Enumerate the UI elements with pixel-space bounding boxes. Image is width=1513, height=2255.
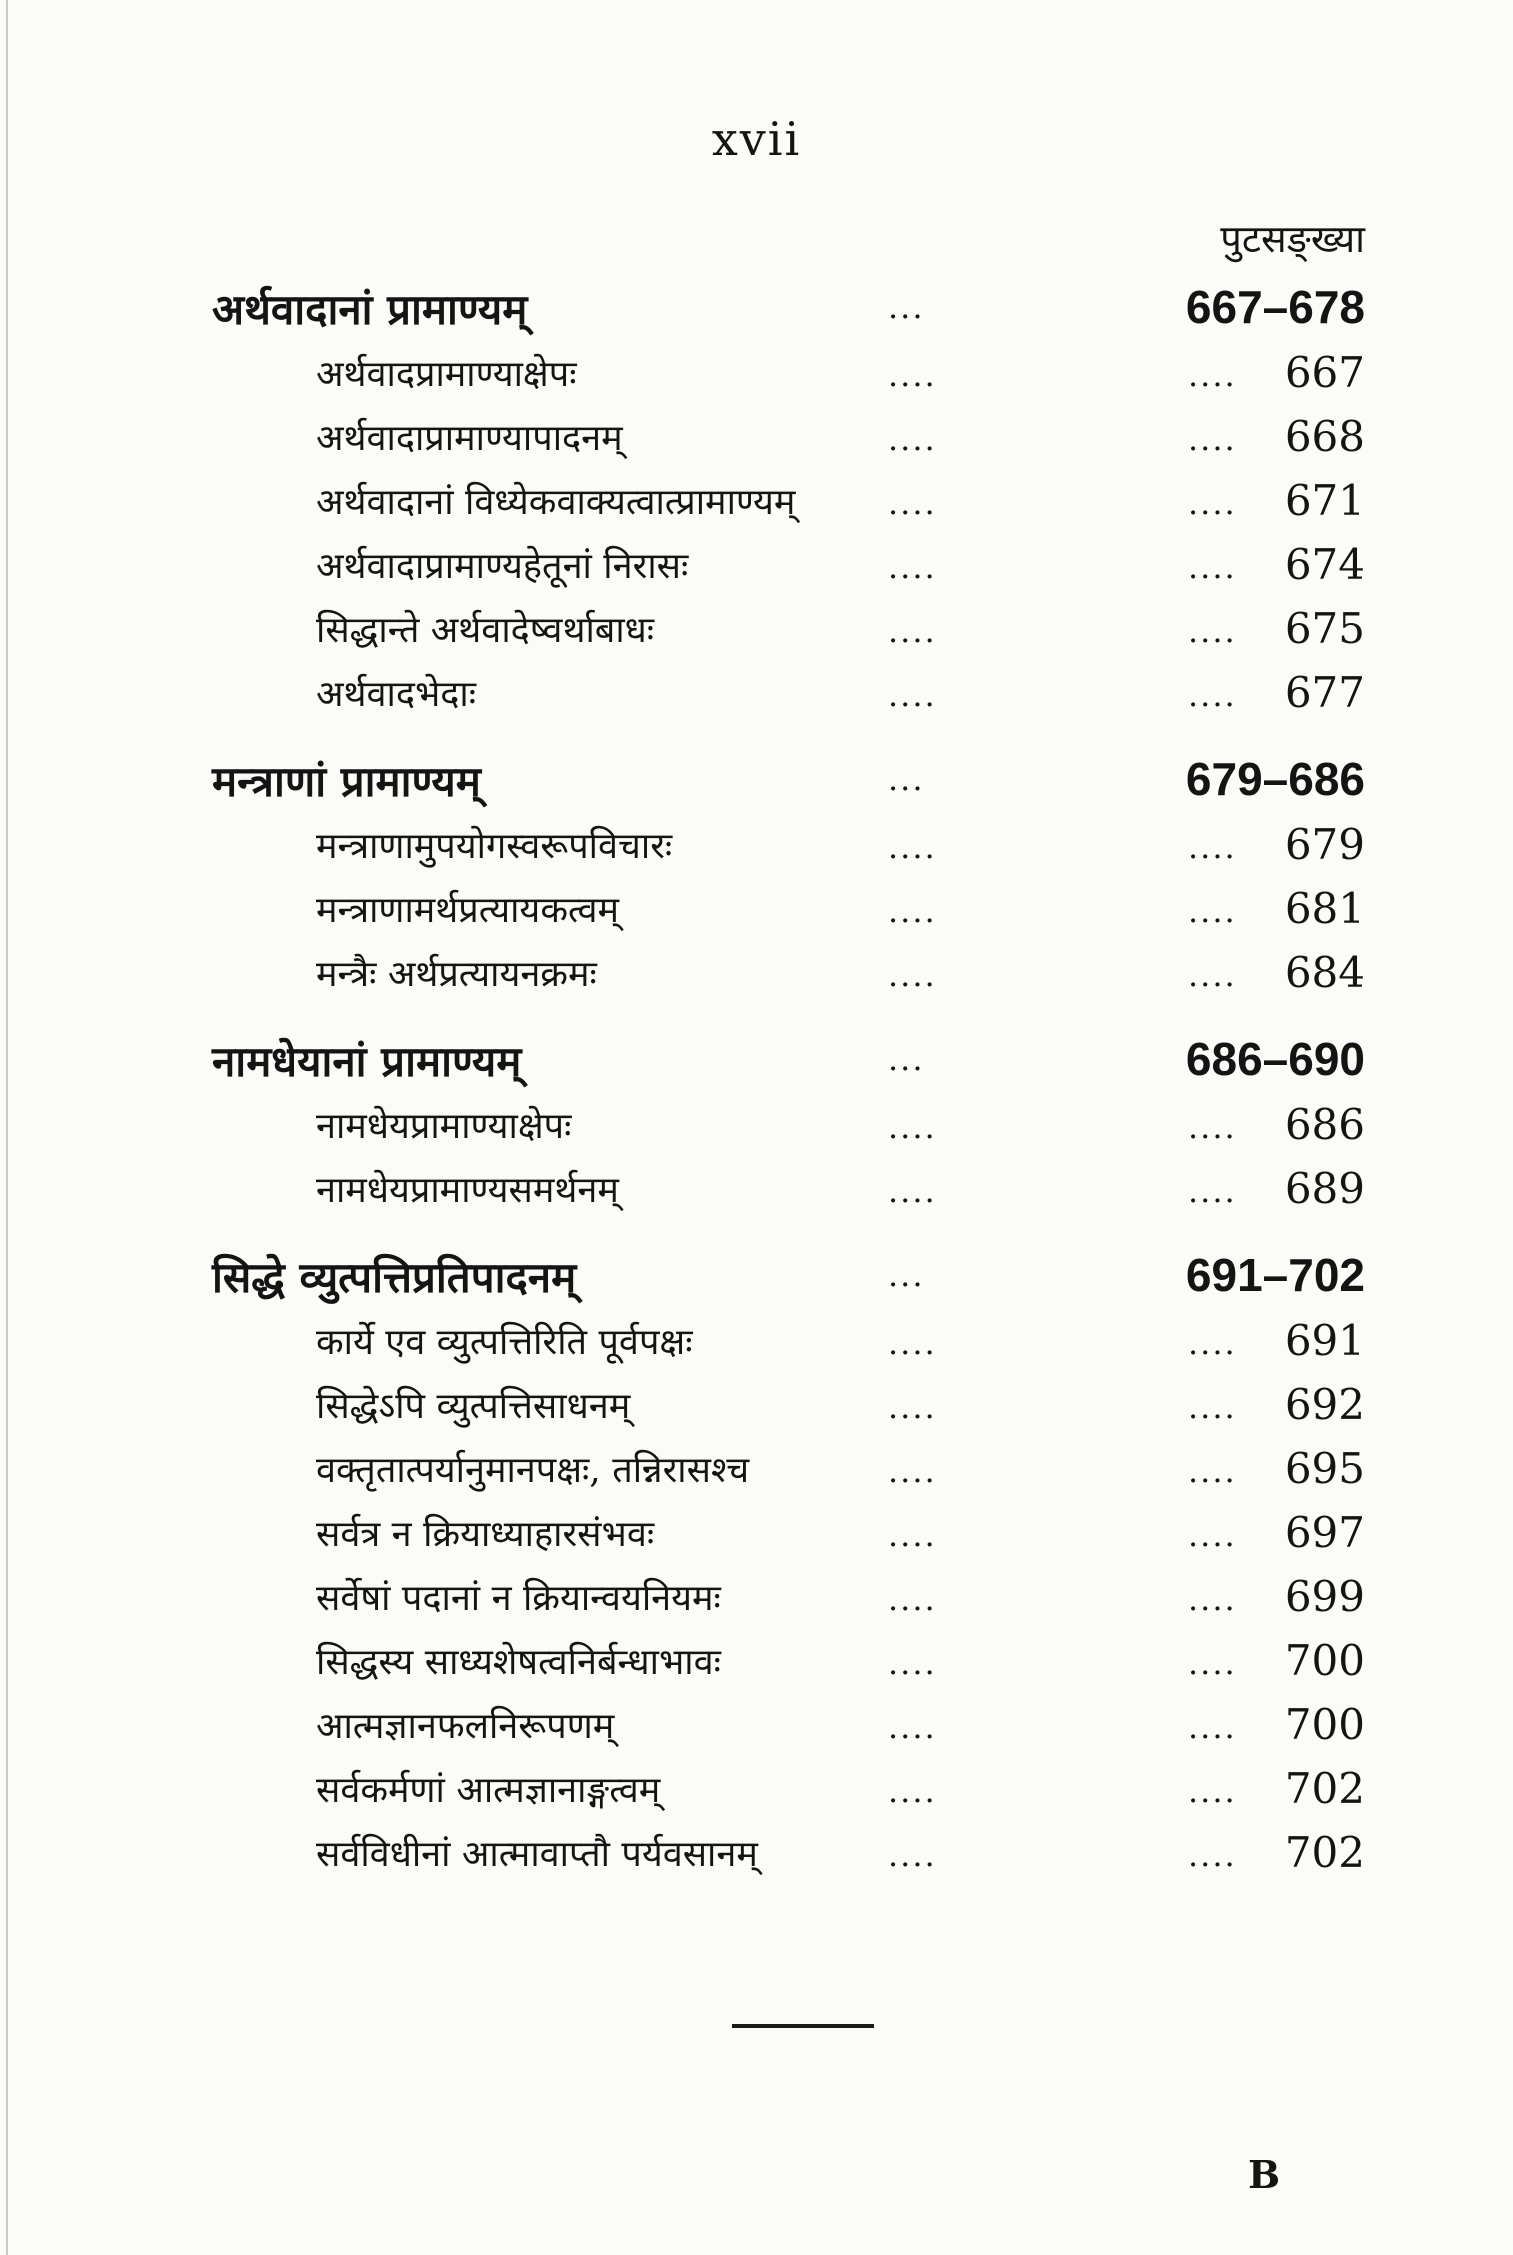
section-title: नामधेयानां प्रामाण्यम्: [212, 1037, 522, 1086]
entry-leader: ....: [888, 1708, 937, 1746]
toc-entry: [0, 1154, 1513, 1218]
entry-page-number: 695: [1284, 1444, 1365, 1493]
entry-leader: ....: [888, 484, 937, 522]
entry-page-number: 702: [1284, 1764, 1365, 1813]
entry-page-number: 691: [1284, 1316, 1365, 1365]
entry-title: अर्थवादाप्रामाण्यापादनम्: [316, 418, 623, 459]
entry-title: मन्त्राणामर्थप्रत्यायकत्वम्: [316, 890, 620, 931]
entry-leader: ....: [1188, 1772, 1237, 1810]
entry-page-number: 684: [1284, 948, 1365, 997]
entry-leader: ....: [888, 1108, 937, 1146]
section-title: सिद्धे व्युत्पत्तिप्रतिपादनम्: [212, 1253, 577, 1302]
entry-leader: ....: [1188, 548, 1237, 586]
entry-leader: ....: [888, 1172, 937, 1210]
entry-leader: ....: [888, 1388, 937, 1426]
entry-page-number: 692: [1284, 1380, 1365, 1429]
entry-leader: ....: [888, 1452, 937, 1490]
entry-title: कार्ये एव व्युत्पत्तिरिति पूर्वपक्षः: [316, 1322, 693, 1363]
toc-section: [0, 270, 1513, 338]
page-count-heading: पुटसङ्ख्या: [1220, 217, 1365, 261]
entry-title: मन्त्राणामुपयोगस्वरूपविचारः: [316, 826, 673, 867]
entry-leader: ....: [888, 1516, 937, 1554]
toc-section: [0, 1022, 1513, 1090]
entry-title: सर्वकर्मणां आत्मज्ञानाङ्गत्वम्: [316, 1770, 661, 1811]
entry-page-number: 702: [1284, 1828, 1365, 1877]
section-page-range: 691–702: [1185, 1249, 1365, 1301]
toc-entry: [0, 594, 1513, 658]
entry-leader: ....: [1188, 1580, 1237, 1618]
section-title: मन्त्राणां प्रामाण्यम्: [212, 757, 481, 806]
entry-title: अर्थवादप्रामाण्याक्षेपः: [316, 354, 577, 395]
toc-entry: [0, 1370, 1513, 1434]
entry-page-number: 679: [1284, 820, 1365, 869]
entry-title: आत्मज्ञानफलनिरूपणम्: [316, 1706, 615, 1747]
entry-leader: ....: [888, 828, 937, 866]
signature-mark: B: [1248, 2152, 1281, 2197]
toc-entry: [0, 1818, 1513, 1882]
toc-entry: [0, 466, 1513, 530]
entry-title: सर्वविधीनां आत्मावाप्तौ पर्यवसानम्: [316, 1834, 758, 1875]
entry-leader: ....: [888, 1644, 937, 1682]
entry-title: अर्थवादानां विध्येकवाक्यत्वात्प्रामाण्यम्: [316, 482, 796, 523]
entry-title: सर्वेषां पदानां न क्रियान्वयनियमः: [316, 1578, 721, 1619]
entry-leader: ....: [1188, 892, 1237, 930]
toc-section: [0, 742, 1513, 810]
entry-leader: ....: [1188, 828, 1237, 866]
entry-page-number: 686: [1284, 1100, 1365, 1149]
entry-leader: ....: [1188, 1108, 1237, 1146]
entry-leader: ....: [888, 892, 937, 930]
entry-leader: ....: [1188, 612, 1237, 650]
toc-section: [0, 1238, 1513, 1306]
toc-entry: [0, 1562, 1513, 1626]
toc-entry: [0, 1090, 1513, 1154]
section-leader: ...: [888, 760, 925, 798]
toc-entry: [0, 874, 1513, 938]
entry-page-number: 671: [1284, 476, 1365, 525]
entry-title: सिद्धस्य साध्यशेषत्वनिर्बन्धाभावः: [316, 1642, 721, 1683]
entry-page-number: 700: [1284, 1700, 1365, 1749]
entry-page-number: 681: [1284, 884, 1365, 933]
entry-leader: ....: [1188, 420, 1237, 458]
entry-title: वक्तृतात्पर्यानुमानपक्षः, तन्निरासश्च: [316, 1450, 750, 1491]
entry-page-number: 677: [1284, 668, 1365, 717]
entry-page-number: 675: [1284, 604, 1365, 653]
section-page-range: 667–678: [1185, 281, 1365, 333]
section-leader: ...: [888, 288, 925, 326]
entry-page-number: 699: [1284, 1572, 1365, 1621]
entry-title: नामधेयप्रामाण्यसमर्थनम्: [316, 1170, 619, 1211]
entry-title: सिद्धेऽपि व्युत्पत्तिसाधनम्: [316, 1386, 631, 1427]
toc-entry: [0, 1434, 1513, 1498]
entry-leader: ....: [888, 356, 937, 394]
toc-entry: [0, 402, 1513, 466]
entry-title: अर्थवादभेदाः: [316, 674, 476, 715]
entry-page-number: 700: [1284, 1636, 1365, 1685]
entry-leader: ....: [1188, 1516, 1237, 1554]
entry-title: नामधेयप्रामाण्याक्षेपः: [316, 1106, 572, 1147]
entry-title: सर्वत्र न क्रियाध्याहारसंभवः: [316, 1514, 655, 1555]
entry-title: अर्थवादाप्रामाण्यहेतूनां निरासः: [316, 546, 689, 587]
entry-leader: ....: [888, 1836, 937, 1874]
entry-page-number: 667: [1284, 348, 1365, 397]
section-leader: ...: [888, 1256, 925, 1294]
section-page-range: 679–686: [1185, 753, 1365, 805]
entry-leader: ....: [1188, 484, 1237, 522]
toc-entry: [0, 338, 1513, 402]
entry-leader: ....: [888, 612, 937, 650]
toc-entry: [0, 1690, 1513, 1754]
entry-leader: ....: [1188, 1388, 1237, 1426]
toc-entry: [0, 658, 1513, 722]
entry-leader: ....: [1188, 356, 1237, 394]
entry-leader: ....: [1188, 1324, 1237, 1362]
section-leader: ...: [888, 1040, 925, 1078]
entry-page-number: 674: [1284, 540, 1365, 589]
entry-leader: ....: [1188, 1836, 1237, 1874]
entry-leader: ....: [1188, 1452, 1237, 1490]
entry-leader: ....: [888, 1772, 937, 1810]
section-title: अर्थवादानां प्रामाण्यम्: [212, 285, 528, 334]
entry-page-number: 697: [1284, 1508, 1365, 1557]
toc-entry: [0, 1754, 1513, 1818]
toc-entry: [0, 530, 1513, 594]
entry-page-number: 689: [1284, 1164, 1365, 1213]
toc-entry: [0, 938, 1513, 1002]
entry-leader: ....: [888, 1580, 937, 1618]
entry-title: सिद्धान्ते अर्थवादेष्वर्थाबाधः: [316, 610, 655, 651]
entry-title: मन्त्रैः अर्थप्रत्यायनक्रमः: [316, 954, 597, 995]
toc-entry: [0, 1626, 1513, 1690]
entry-leader: ....: [1188, 1172, 1237, 1210]
entry-leader: ....: [888, 420, 937, 458]
end-rule: [732, 2024, 874, 2028]
entry-leader: ....: [888, 1324, 937, 1362]
entry-leader: ....: [888, 548, 937, 586]
page-number: xvii: [711, 112, 802, 166]
table-of-contents: [0, 270, 1513, 1882]
entry-leader: ....: [888, 956, 937, 994]
entry-leader: ....: [1188, 1708, 1237, 1746]
entry-leader: ....: [1188, 1644, 1237, 1682]
toc-entry: [0, 1498, 1513, 1562]
entry-leader: ....: [1188, 956, 1237, 994]
entry-page-number: 668: [1284, 412, 1365, 461]
entry-leader: ....: [1188, 676, 1237, 714]
toc-entry: [0, 810, 1513, 874]
toc-entry: [0, 1306, 1513, 1370]
section-page-range: 686–690: [1185, 1033, 1365, 1085]
entry-leader: ....: [888, 676, 937, 714]
